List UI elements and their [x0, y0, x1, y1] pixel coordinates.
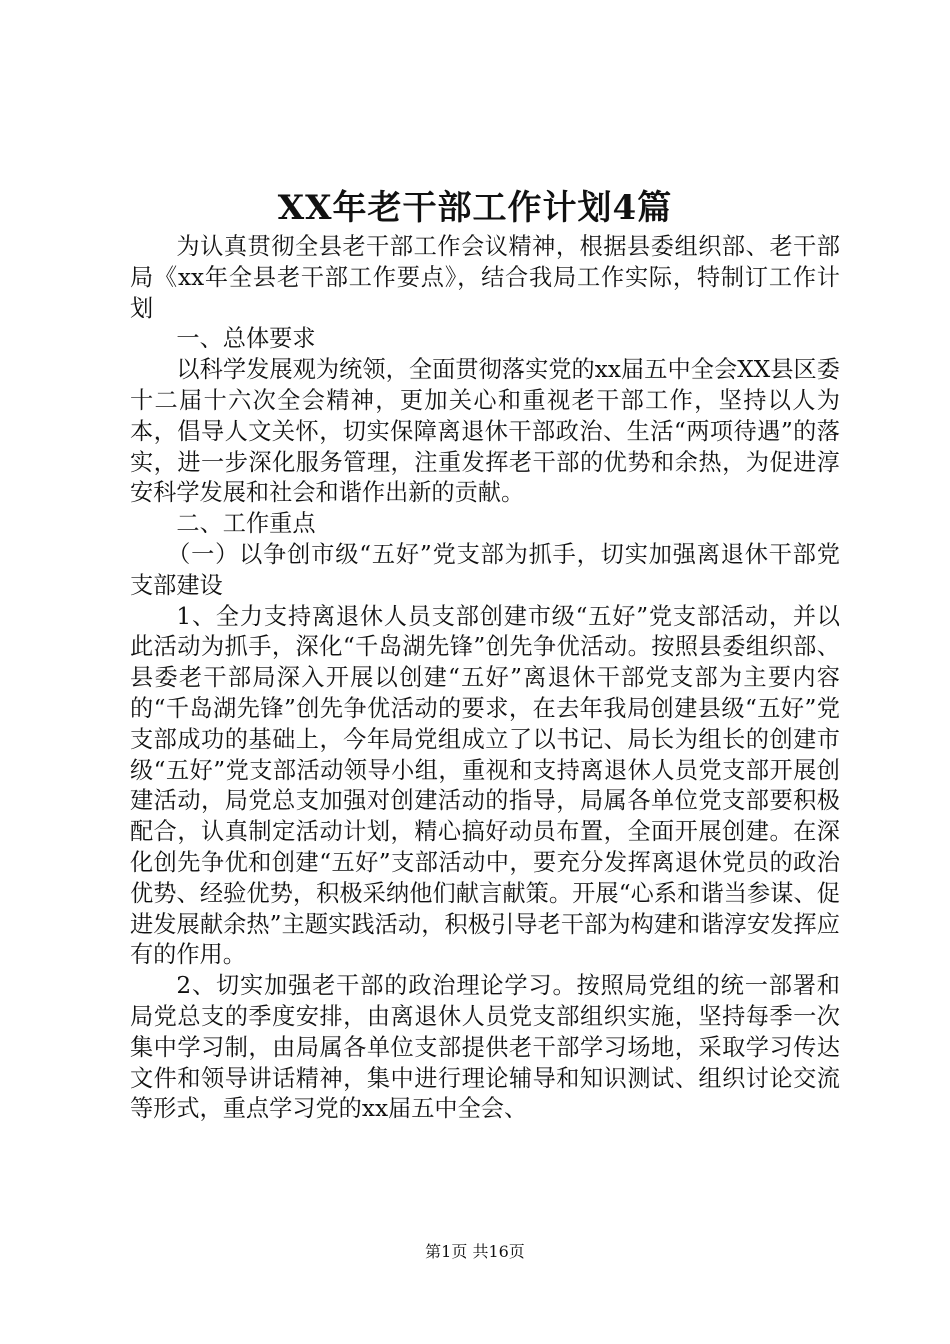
item-2-paragraph: 2、切实加强老干部的政治理论学习。按照局党组的统一部署和局党总支的季度安排，由离退休人员党支部组织实施，坚持每季一次集中学习制，由局属各单位支部提供老干部学习场地，采取学习传达文件和领导讲话精神，集中进行理论辅导和知识测试、组织讨论交流等形式，重点学习党的xx届五中全会、	[130, 972, 840, 1123]
page-number: 第1页 共16页	[425, 1242, 525, 1261]
subsection-heading-1: （一）以争创市级“五好”党支部为抓手，切实加强离退休干部党支部建设	[130, 540, 840, 599]
item-1-paragraph: 1、全力支持离退休人员支部创建市级“五好”党支部活动，并以此活动为抓手，深化“千岛湖先锋”创先争优活动。按照县委组织部、县委老干部局深入开展以创建“五好”离退休干部党支部为主要内容的“千岛湖先锋”创先争优活动的要求，在去年我局创建县级“五好”党支部成功的基础上，今年局党组成立了以书记、局长为组长的创建市级“五好”党支部活动领导小组，重视和支持离退休人员党支部开展创建活动，局党总支加强对创建活动的指导，局属各单位党支部要积极配合，认真制定活动计划，精心搞好动员布置，全面开展创建。在深化创先争优和创建“五好”支部活动中，要充分发挥离退休党员的政治优势、经验优势，积极采纳他们献言献策。开展“心系和谐当参谋、促进发展献余热”主题实践活动，积极引导老干部为构建和谐淳安发挥应有的作用。	[130, 602, 840, 969]
general-requirements-paragraph: 以科学发展观为统领，全面贯彻落实党的xx届五中全会XX县区委十二届十六次全会精神，更加关心和重视老干部工作，坚持以人为本，倡导人文关怀，切实保障离退休干部政治、生活“两项待遇”的落实，进一步深化服务管理，注重发挥老干部的优势和余热，为促进淳安科学发展和社会和谐作出新的贡献。	[130, 356, 840, 507]
document-title: XX年老干部工作计划4篇	[277, 188, 673, 228]
section-heading-key-work: 二、工作重点	[176, 510, 316, 538]
intro-paragraph: 为认真贯彻全县老干部工作会议精神，根据县委组织部、老干部局《xx年全县老干部工作要点》，结合我局工作实际，特制订工作计划	[130, 233, 840, 322]
section-heading-general: 一、总体要求	[176, 325, 316, 353]
document-body	[130, 232, 840, 1125]
